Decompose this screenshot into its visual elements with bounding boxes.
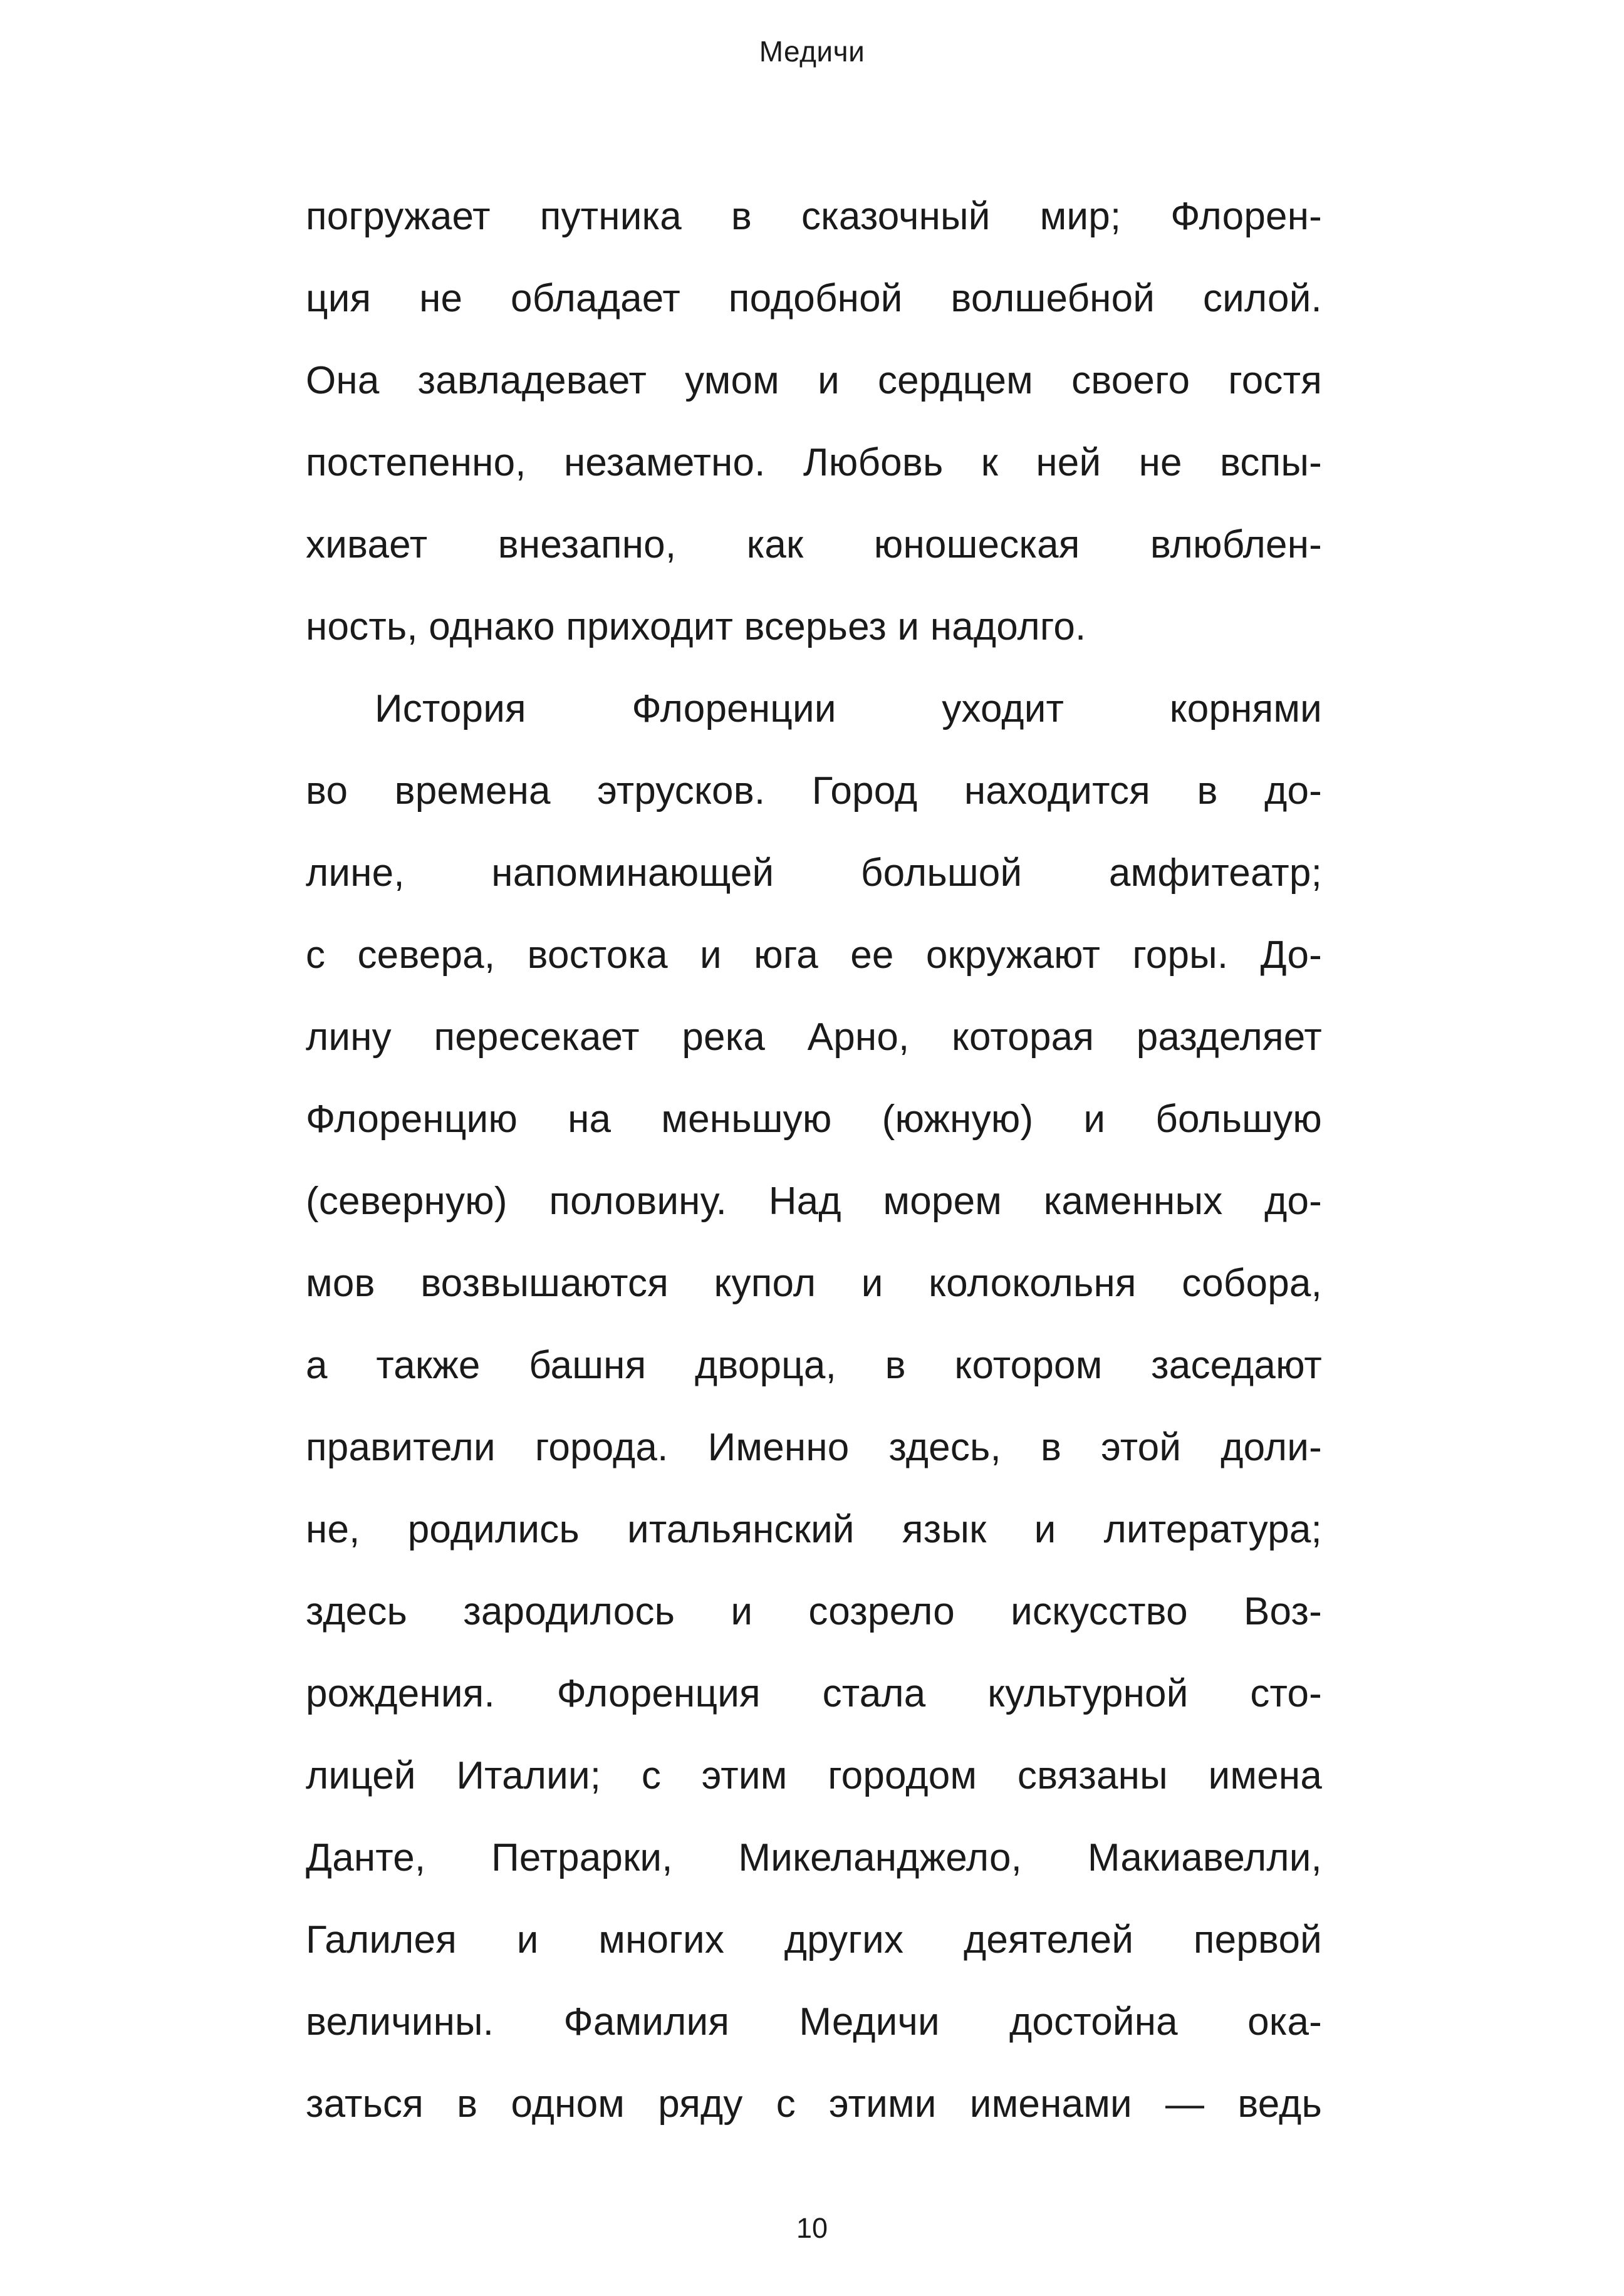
text-line: постепенно, незаметно. Любовь к ней не вспы- [306,441,1322,484]
text-line: рождения. Флоренция стала культурной сто- [306,1672,1322,1715]
text-line: История Флоренции уходит корнями [375,687,1322,730]
text-line: не, родились итальянский язык и литература; [306,1508,1322,1551]
text-line: Она завладевает умом и сердцем своего гостя [306,359,1322,402]
text-line: лину пересекает река Арно, которая разделяет [306,1016,1322,1059]
text-line: а также башня дворца, в котором заседают [306,1344,1322,1387]
text-line: заться в одном ряду с этими именами — ведь [306,2082,1322,2126]
text-line: Флоренцию на меньшую (южную) и большую [306,1098,1322,1141]
text-line: ность, однако приходит всерьез и надолго. [306,605,1086,648]
text-line: лицей Италии; с этим городом связаны имена [306,1754,1322,1797]
text-line: правители города. Именно здесь, в этой доли- [306,1426,1322,1469]
text-line: с севера, востока и юга ее окружают горы. До- [306,933,1322,977]
text-line: Галилея и многих других деятелей первой [306,1918,1322,1961]
text-line: ция не обладает подобной волшебной силой. [306,277,1322,320]
text-line: хивает внезапно, как юношеская влюблен- [306,523,1322,566]
text-line: мов возвышаются купол и колокольня собора, [306,1262,1322,1305]
body-text [306,175,1322,2145]
text-line: величины. Фамилия Медичи достойна ока- [306,2000,1322,2044]
text-line: лине, напоминающей большой амфитеатр; [306,851,1322,895]
page-number: 10 [796,2212,828,2244]
text-line: во времена этрусков. Город находится в до- [306,769,1322,813]
running-head: Медичи [759,35,865,68]
text-line: (северную) половину. Над морем каменных до- [306,1180,1322,1223]
text-line: погружает путника в сказочный мир; Флорен- [306,195,1322,238]
text-line: здесь зародилось и созрело искусство Воз- [306,1590,1322,1633]
text-line: Данте, Петрарки, Микеланджело, Макиавелли, [306,1836,1322,1879]
